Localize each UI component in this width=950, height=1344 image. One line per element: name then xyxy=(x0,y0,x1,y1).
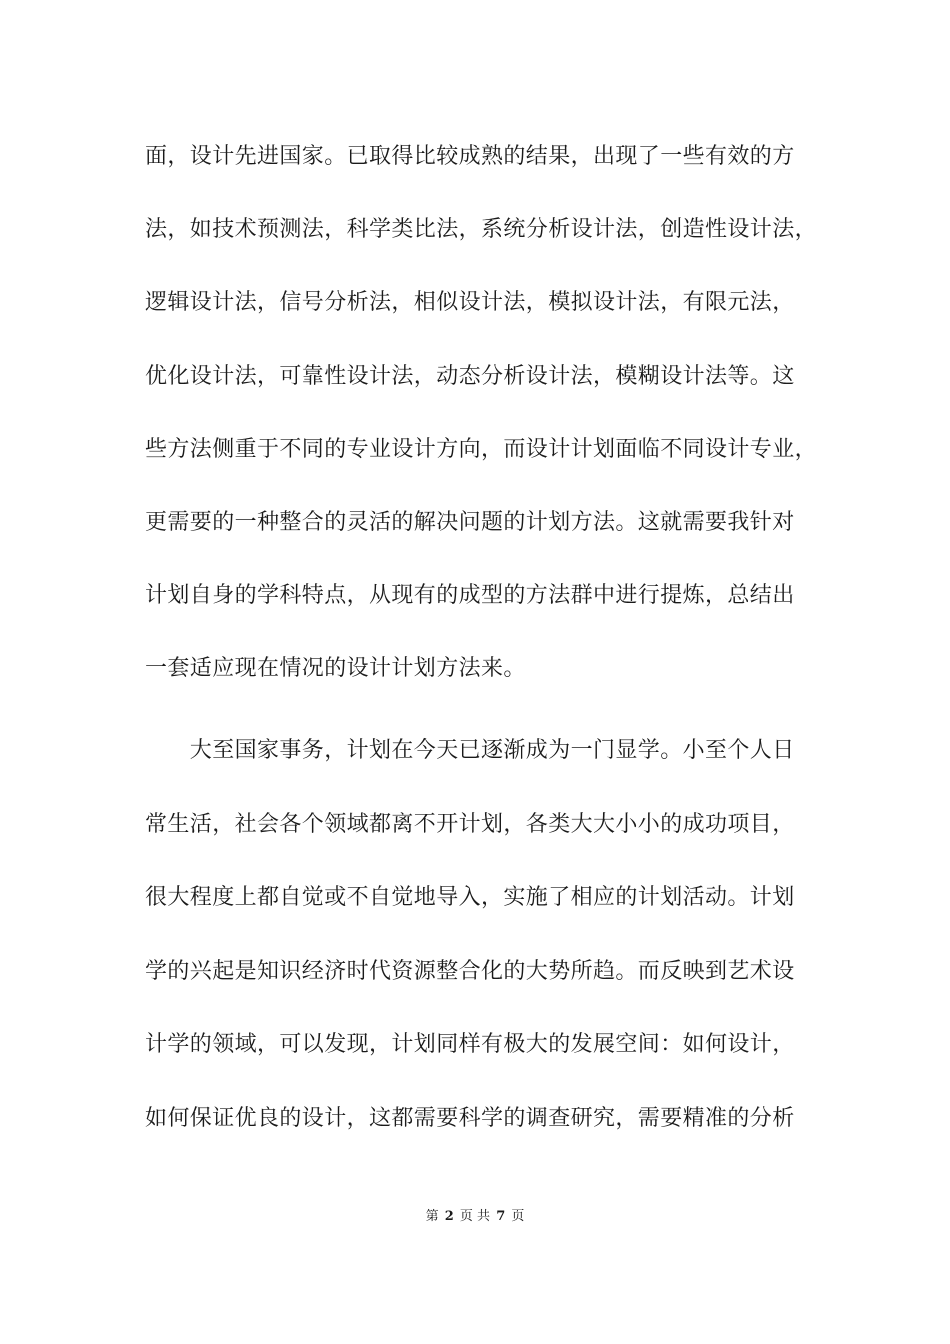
footer-middle: 页 共 xyxy=(459,1209,491,1224)
text-line: 学的兴起是知识经济时代资源整合化的大势所趋。而反映到艺术设 xyxy=(145,959,795,984)
text-line: 很大程度上都自觉或不自觉地导入，实施了相应的计划活动。计划 xyxy=(145,885,795,910)
footer-prefix: 第 xyxy=(425,1209,439,1224)
paragraph-first-line: 大至国家事务，计划在今天已逐渐成为一门显学。小至个人日 xyxy=(145,738,795,763)
text-line: 计学的领域，可以发现，计划同样有极大的发展空间：如何设计， xyxy=(145,1032,795,1057)
text-line: 如何保证优良的设计，这都需要科学的调查研究，需要精准的分析 xyxy=(145,1106,795,1131)
current-page-number: 2 xyxy=(444,1209,454,1224)
total-pages-number: 7 xyxy=(496,1209,506,1224)
text-line: 面，设计先进国家。已取得比较成熟的结果，出现了一些有效的方 xyxy=(145,144,795,169)
text-line: 优化设计法，可靠性设计法，动态分析设计法，模糊设计法等。这 xyxy=(145,364,795,389)
text-line: 法，如技术预测法，科学类比法，系统分析设计法，创造性设计法， xyxy=(145,217,818,242)
text-line: 计划自身的学科特点，从现有的成型的方法群中进行提炼，总结出 xyxy=(145,583,795,608)
text-line: 更需要的一种整合的灵活的解决问题的计划方法。这就需要我针对 xyxy=(145,510,795,535)
text-line: 些方法侧重于不同的专业设计方向，而设计计划面临不同设计专业， xyxy=(145,437,818,462)
footer-suffix: 页 xyxy=(511,1209,525,1224)
text-line: 一套适应现在情况的设计计划方法来。 xyxy=(145,656,526,681)
page-footer xyxy=(0,1208,950,1226)
text-line: 常生活，社会各个领域都离不开计划，各类大大小小的成功项目， xyxy=(145,812,795,837)
text-line: 逻辑设计法，信号分析法，相似设计法，模拟设计法，有限元法， xyxy=(145,290,795,315)
